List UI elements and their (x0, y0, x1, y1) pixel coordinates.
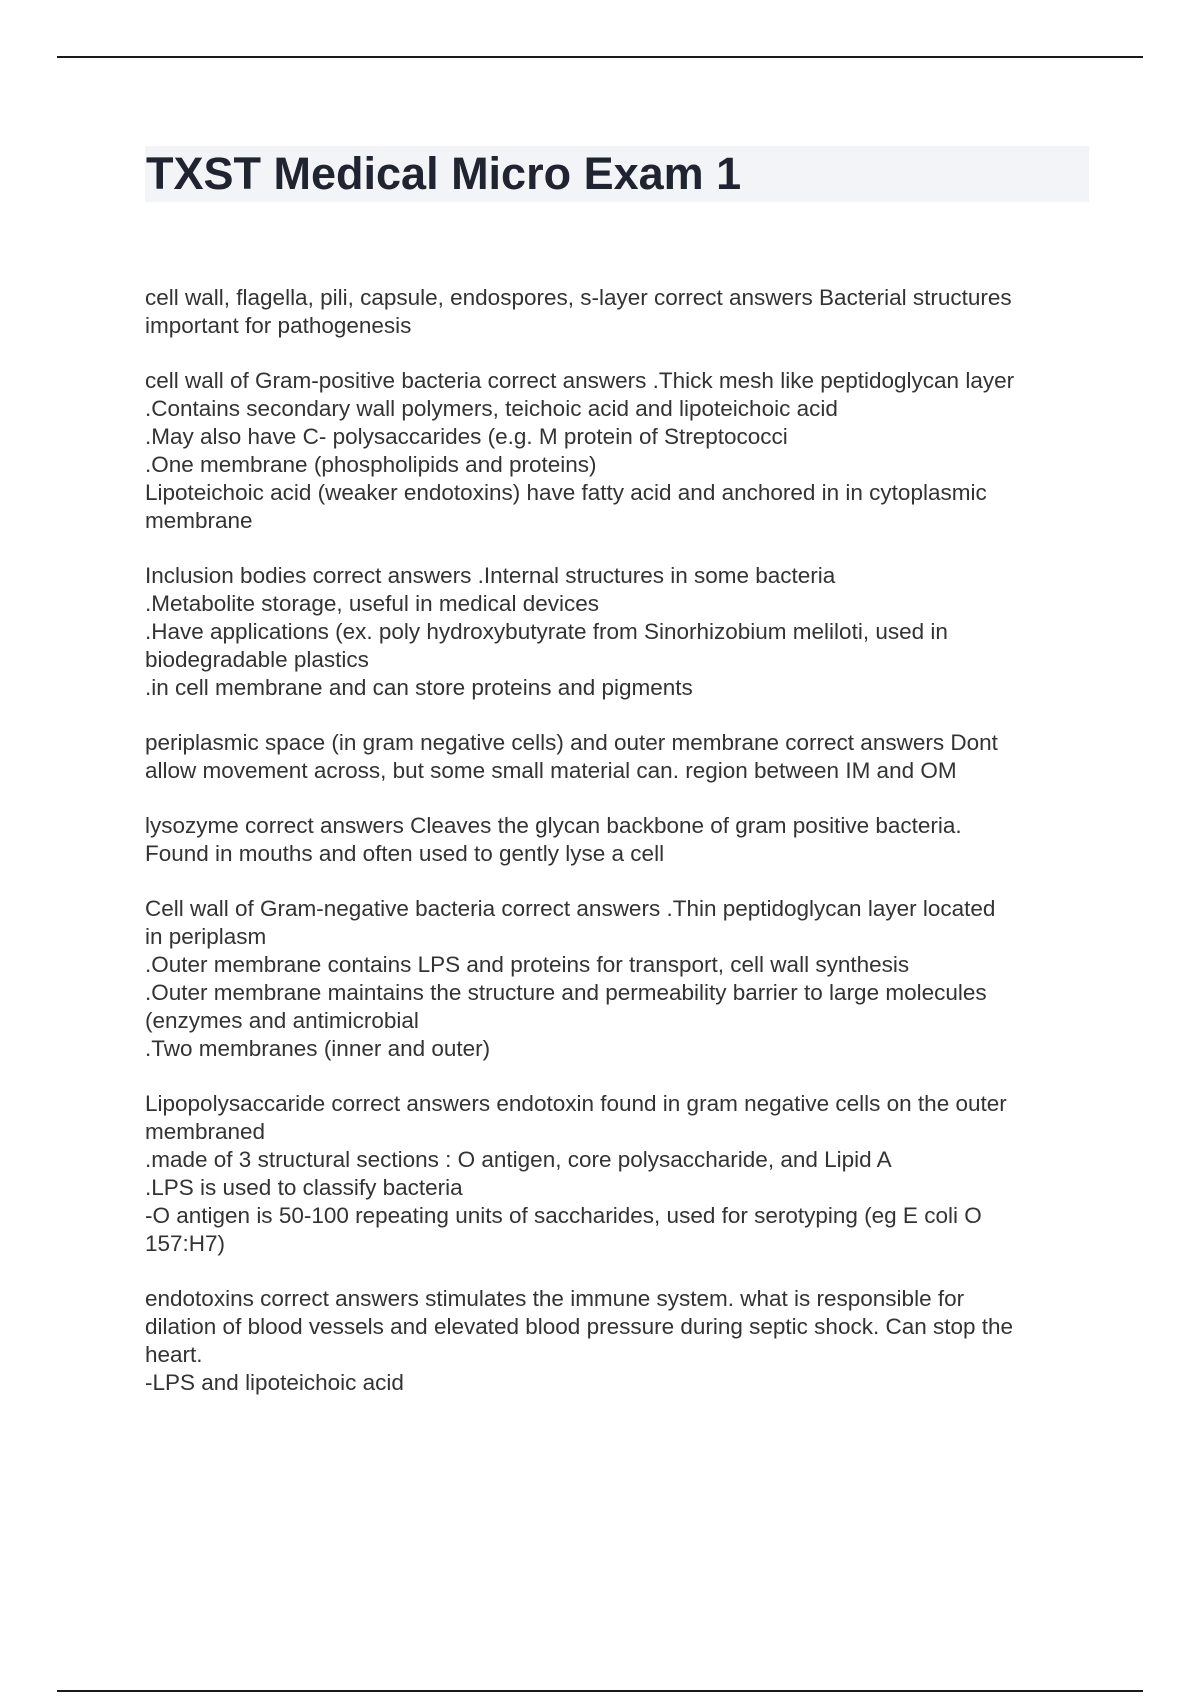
entry-line: important for pathogenesis (145, 313, 412, 338)
entry-line: .made of 3 structural sections : O antigen, core polysaccharide, and Lipid A (145, 1147, 892, 1172)
bottom-divider (57, 1690, 1143, 1692)
flashcard-entry (145, 1285, 1093, 1397)
entry-line: lysozyme correct answers Cleaves the glycan backbone of gram positive bacteria. (145, 813, 962, 838)
entry-line: allow movement across, but some small material can. region between IM and OM (145, 758, 957, 783)
entry-line: -O antigen is 50-100 repeating units of saccharides, used for serotyping (eg E coli O (145, 1203, 982, 1228)
entry-line: Lipoteichoic acid (weaker endotoxins) have fatty acid and anchored in in cytoplasmic (145, 480, 987, 505)
top-divider (57, 56, 1143, 58)
entry-line: cell wall, flagella, pili, capsule, endospores, s-layer correct answers Bacterial structures (145, 285, 1012, 310)
entry-line: .One membrane (phospholipids and proteins) (145, 452, 597, 477)
entry-line: -LPS and lipoteichoic acid (145, 1370, 404, 1395)
entry-line: .in cell membrane and can store proteins and pigments (145, 675, 693, 700)
entry-line: .LPS is used to classify bacteria (145, 1175, 463, 1200)
entry-line: biodegradable plastics (145, 647, 369, 672)
entry-line: endotoxins correct answers stimulates the immune system. what is responsible for (145, 1286, 965, 1311)
entry-line: membrane (145, 508, 253, 533)
flashcard-entry (145, 284, 1093, 340)
flashcard-entry (145, 1090, 1093, 1258)
entry-line: heart. (145, 1342, 203, 1367)
entry-line: dilation of blood vessels and elevated blood pressure during septic shock. Can stop the (145, 1314, 1014, 1339)
entry-line: (enzymes and antimicrobial (145, 1008, 419, 1033)
flashcard-entry (145, 729, 1093, 785)
entry-line: .May also have C- polysaccarides (e.g. M protein of Streptococci (145, 424, 788, 449)
entry-line: 157:H7) (145, 1231, 226, 1256)
entry-line: Lipopolysaccaride correct answers endotoxin found in gram negative cells on the outer (145, 1091, 1007, 1116)
entry-line: .Metabolite storage, useful in medical devices (145, 591, 599, 616)
entry-line: Found in mouths and often used to gently lyse a cell (145, 841, 665, 866)
entry-line: cell wall of Gram-positive bacteria correct answers .Thick mesh like peptidoglycan layer (145, 368, 1015, 393)
entry-line: periplasmic space (in gram negative cells) and outer membrane correct answers Dont (145, 730, 998, 755)
entry-line: .Have applications (ex. poly hydroxybutyrate from Sinorhizobium meliloti, used in (145, 619, 948, 644)
entry-line: membraned (145, 1119, 266, 1144)
flashcard-entry (145, 812, 1093, 868)
flashcard-entry (145, 367, 1093, 535)
entry-line: .Two membranes (inner and outer) (145, 1036, 491, 1061)
entry-line: .Contains secondary wall polymers, teichoic acid and lipoteichoic acid (145, 396, 838, 421)
entry-line: Inclusion bodies correct answers .Internal structures in some bacteria (145, 563, 836, 588)
document-title: TXST Medical Micro Exam 1 (146, 148, 742, 199)
flashcard-entry (145, 895, 1093, 1063)
entry-line: .Outer membrane maintains the structure and permeability barrier to large molecules (145, 980, 987, 1005)
entry-line: in periplasm (145, 924, 267, 949)
flashcard-entry (145, 562, 1093, 702)
entry-line: .Outer membrane contains LPS and proteins for transport, cell wall synthesis (145, 952, 910, 977)
entry-line: Cell wall of Gram-negative bacteria correct answers .Thin peptidoglycan layer located (145, 896, 996, 921)
flashcard-list (145, 284, 1093, 1424)
